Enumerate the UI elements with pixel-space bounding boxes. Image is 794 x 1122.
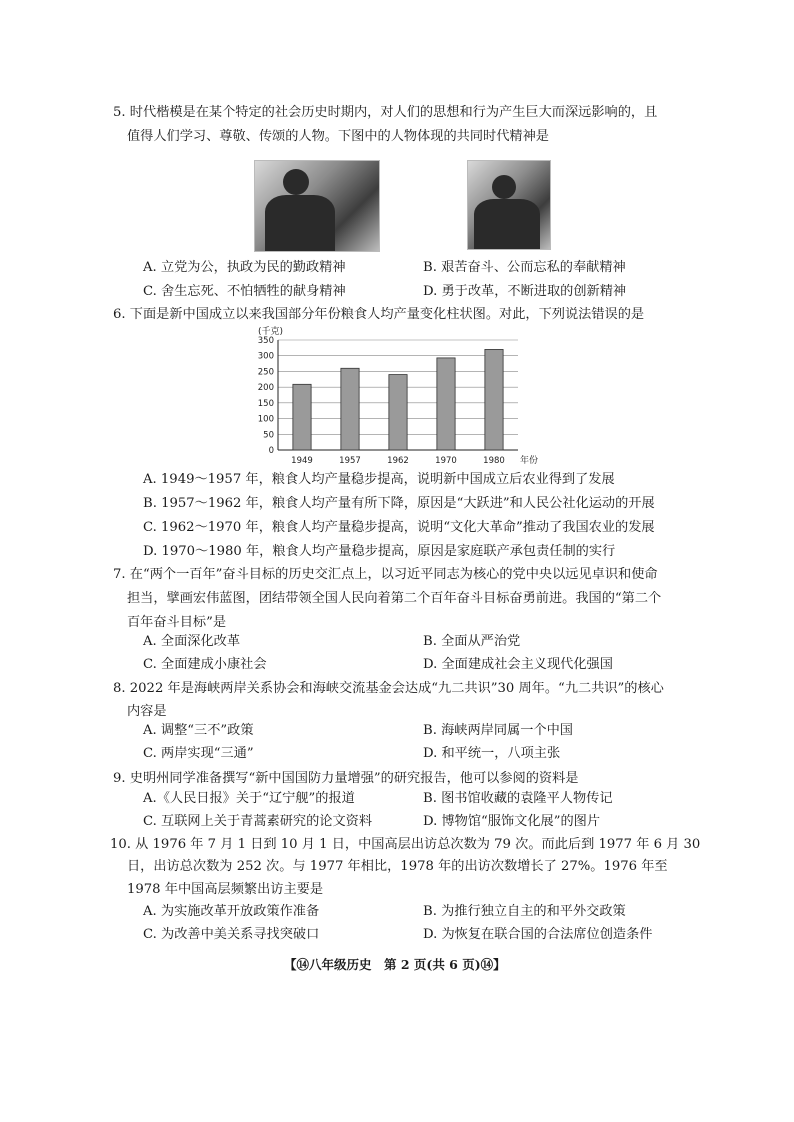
y-tick-label: 350 xyxy=(257,336,274,346)
y-tick-label: 100 xyxy=(257,414,274,425)
q5-stem-line2: 值得人们学习、尊敬、传颂的人物。下图中的人物体现的共同时代精神是 xyxy=(127,129,549,144)
q5-option-d: D. 勇于改革，不断进取的创新精神 xyxy=(423,284,627,299)
x-tick-label: 1949 xyxy=(291,456,313,466)
q5-option-b: B. 艰苦奋斗、公而忘私的奉献精神 xyxy=(423,260,626,275)
q8-option-b: B. 海峡两岸同属一个中国 xyxy=(423,723,573,738)
q10-option-a: A. 为实施改革开放政策作准备 xyxy=(143,904,320,919)
x-tick-label: 1962 xyxy=(387,456,409,466)
q6-option-a: A. 1949～1957 年，粮食人均产量稳步提高，说明新中国成立后农业得到了发展 xyxy=(143,472,615,487)
y-tick-label: 0 xyxy=(268,446,274,456)
bar-1962 xyxy=(389,375,407,450)
q8-option-a: A. 调整“三不”政策 xyxy=(143,723,254,738)
y-tick-label: 150 xyxy=(257,398,274,409)
q9-stem: 9. 史明州同学准备撰写“新中国国防力量增强”的研究报告，他可以参阅的资料是 xyxy=(113,771,579,786)
grain-per-capita-bar-chart xyxy=(240,322,540,467)
x-axis-label: 年份 xyxy=(520,456,539,466)
q10-stem-line1: 10. 从 1976 年 7 月 1 日到 10 月 1 日，中国高层出访总次数为 79 次。而此后到 1977 年 6 月 30 xyxy=(110,837,701,852)
q10-stem-line3: 1978 年中国高层频繁出访主要是 xyxy=(127,882,324,897)
q9-option-c: C. 互联网上关于青蒿素研究的论文资料 xyxy=(143,814,373,829)
q9-option-d: D. 博物馆“服饰文化展”的图片 xyxy=(423,814,601,829)
photo-worker xyxy=(467,160,551,250)
q8-stem-line2: 内容是 xyxy=(127,704,167,719)
q6-option-c: C. 1962～1970 年，粮食人均产量稳步提高，说明“文化大革命”推动了我国农业的发展 xyxy=(143,520,655,535)
q5-stem-line1: 5. 时代楷模是在某个特定的社会历史时期内，对人们的思想和行为产生巨大而深远影响的，且 xyxy=(113,105,658,120)
q10-stem-line2: 日，出访总次数为 252 次。与 1977 年相比，1978 年的出访次数增长了 27%。1976 年至 xyxy=(127,859,668,874)
q10-option-d: D. 为恢复在联合国的合法席位创造条件 xyxy=(423,927,653,942)
q7-option-b: B. 全面从严治党 xyxy=(423,634,521,649)
q9-option-b: B. 图书馆收藏的袁隆平人物传记 xyxy=(423,791,613,806)
q7-option-c: C. 全面建成小康社会 xyxy=(143,657,267,672)
q10-option-b: B. 为推行独立自主的和平外交政策 xyxy=(423,904,626,919)
y-axis-label: (千克) xyxy=(258,327,284,337)
q9-option-a: A.《人民日报》关于“辽宁舰”的报道 xyxy=(143,791,355,806)
q7-option-a: A. 全面深化改革 xyxy=(143,634,241,649)
q6-option-d: D. 1970～1980 年，粮食人均产量稳步提高，原因是家庭联产承包责任制的实行 xyxy=(143,544,616,559)
bar-1970 xyxy=(437,358,455,450)
x-tick-label: 1970 xyxy=(435,456,457,466)
y-tick-label: 300 xyxy=(257,351,274,362)
q7-stem-line1: 7. 在“两个一百年”奋斗目标的历史交汇点上，以习近平同志为核心的党中央以远见卓识和使命 xyxy=(113,567,658,582)
x-tick-label: 1957 xyxy=(339,456,361,466)
q7-stem-line3: 百年奋斗目标”是 xyxy=(127,615,227,630)
q7-option-d: D. 全面建成社会主义现代化强国 xyxy=(423,657,613,672)
y-tick-label: 250 xyxy=(257,367,274,378)
q5-option-c: C. 舍生忘死、不怕牺牲的献身精神 xyxy=(143,284,346,299)
q6-stem: 6. 下面是新中国成立以来我国部分年份粮食人均产量变化柱状图。对此，下列说法错误的是 xyxy=(113,307,645,322)
y-tick-label: 200 xyxy=(257,383,274,394)
photo-soldier xyxy=(254,160,380,252)
bar-1949 xyxy=(293,384,311,450)
q8-option-d: D. 和平统一，八项主张 xyxy=(423,746,561,761)
bar-1980 xyxy=(485,349,503,450)
q10-option-c: C. 为改善中美关系寻找突破口 xyxy=(143,927,320,942)
q5-option-a: A. 立党为公，执政为民的勤政精神 xyxy=(143,260,346,275)
q8-stem-line1: 8. 2022 年是海峡两岸关系协会和海峡交流基金会达成“九二共识”30 周年。“九二共识”的核心 xyxy=(113,681,664,696)
q8-option-c: C. 两岸实现“三通” xyxy=(143,746,254,761)
q7-stem-line2: 担当，擘画宏伟蓝图，团结带领全国人民向着第二个百年奋斗目标奋勇前进。我国的“第二个 xyxy=(127,591,662,606)
y-tick-label: 50 xyxy=(263,430,274,441)
x-tick-label: 1980 xyxy=(483,456,505,466)
q6-option-b: B. 1957～1962 年，粮食人均产量有所下降，原因是“大跃进”和人民公社化运动的开展 xyxy=(143,496,655,511)
page-footer: 【⑭八年级历史 第 2 页(共 6 页)⑭】 xyxy=(284,957,506,972)
bar-1957 xyxy=(341,368,359,450)
